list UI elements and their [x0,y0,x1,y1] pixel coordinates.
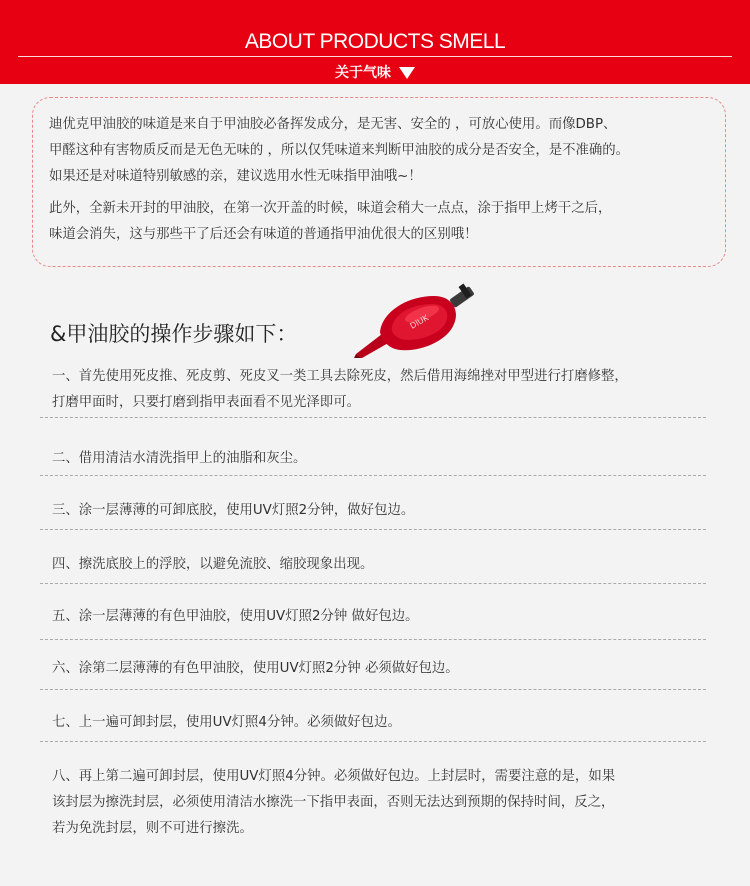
banner-subtitle [0,62,750,82]
smell-info-box [32,97,726,267]
step-text: 五、涂一层薄薄的有色甲油胶，使用UV灯照2分钟 做好包边。 [52,609,419,624]
step-text: 六、涂第二层薄薄的有色甲油胶，使用UV灯照2分钟 必须做好包边。 [52,661,459,676]
smell-line: 此外，全新未开封的甲油胶，在第一次开盖的时候，味道会稍大一点点，涂于指甲上烤干之后， [49,201,612,216]
smell-paragraph-1 [49,112,725,190]
step-text [52,364,706,416]
step-line: 若为免洗封层，则不可进行擦洗。 [52,821,253,836]
smell-line: 味道会消失，这与那些干了后还会有味道的普通指甲油优很大的区别哦！ [49,227,478,242]
step-text [52,764,706,842]
smell-line: 如果还是对味道特别敏感的亲，建议选用水性无味指甲油哦~！ [49,169,422,184]
step-text: 四、擦洗底胶上的浮胶，以避免流胶、缩胶现象出现。 [52,557,374,572]
step-item [40,498,706,530]
step-text: 二、借用清洁水清洗指甲上的油脂和灰尘。 [52,451,307,466]
step-item [40,764,706,858]
step-item [40,364,706,418]
bottle-label: DIUK [408,313,430,331]
step-item [40,710,706,742]
banner-divider [18,56,732,57]
smell-line: 迪优克甲油胶的味道是来自于甲油胶必备挥发成分，是无害、安全的 ，可放心使用。而像DBP、 [49,117,617,132]
step-line: 八、再上第二遍可卸封层，使用UV灯照4分钟。必须做好包边。上封层时，需要注意的是，如果 [52,769,616,784]
banner-title: ABOUT PRODUCTS SMELL [244,30,506,53]
step-item [40,446,706,476]
step-line: 打磨甲面时，只要打磨到指甲表面看不见光泽即可。 [52,395,360,410]
step-line: 一、首先使用死皮推、死皮剪、死皮叉一类工具去除死皮，然后借用海绵挫对甲型进行打磨修整， [52,369,628,384]
step-item [40,656,706,690]
step-item [40,552,706,584]
gel-polish-bottle-image [352,282,480,358]
header-banner [0,0,750,84]
steps-heading: &甲油胶的操作步骤如下： [50,322,298,346]
step-text: 七、上一遍可卸封层，使用UV灯照4分钟。必须做好包边。 [52,715,401,730]
smell-paragraph-2 [49,196,725,248]
step-text: 三、涂一层薄薄的可卸底胶，使用UV灯照2分钟，做好包边。 [52,503,415,518]
triangle-down-icon [399,67,415,79]
step-item [40,604,706,640]
smell-line: 甲醛这种有害物质反而是无色无味的 ，所以仅凭味道来判断甲油胶的成分是否安全，是不准确的。 [49,143,630,158]
banner-subtitle-text: 关于气味 [335,65,391,81]
step-line: 该封层为擦洗封层，必须使用清洁水擦洗一下指甲表面，否则无法达到预期的保持时间，反之， [52,795,615,810]
